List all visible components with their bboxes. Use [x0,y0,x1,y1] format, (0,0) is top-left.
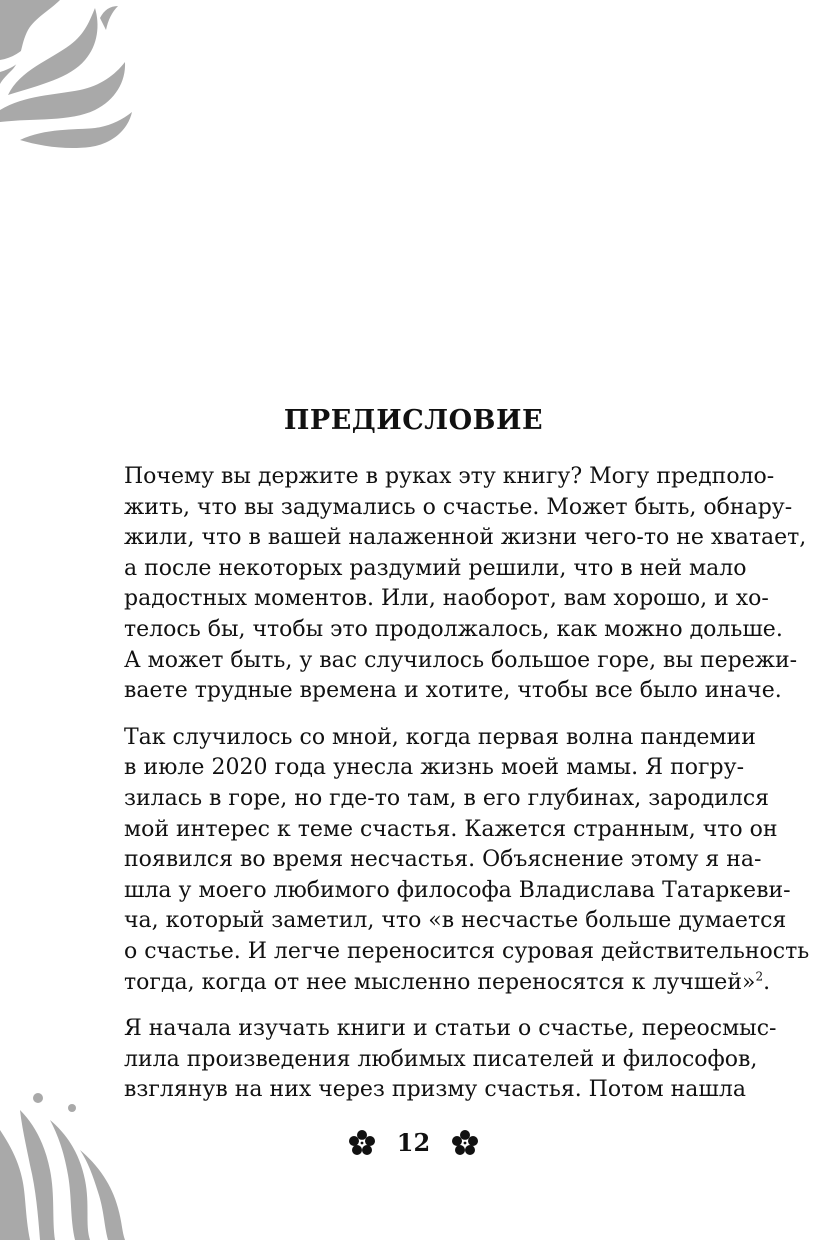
flower-icon [452,1130,478,1156]
text-line: телось бы, чтобы это продолжалось, как можно дольше. [124,616,783,642]
text-line: в июле 2020 года унесла жизнь моей мамы. Я погру- [124,755,744,781]
flower-icon [349,1130,375,1156]
floral-ornament-top-left [0,0,135,150]
text-line: жить, что вы задумались о счастье. Может быть, обнару- [124,494,793,520]
text-line: радостных моментов. Или, наоборот, вам хорошо, и хо- [124,586,769,612]
paragraph [124,723,810,998]
page-number: 12 [396,1128,431,1157]
paragraph [124,462,807,707]
text-line: А может быть, у вас случилось большое горе, вы пережи- [124,647,798,673]
body-text [124,462,810,1122]
text-line-with-footnote: тогда, когда от нее мысленно переносятся к лучшей»$^2$. [124,969,771,995]
text-line: лила произведения любимых писателей и философов, [124,1046,758,1072]
text-line: Я начала изучать книги и статьи о счастье, переосмыс- [124,1016,777,1042]
text-line: взглянув на них через призму счастья. Потом нашла [124,1077,746,1103]
text-line: ча, который заметил, что «в несчастье больше думается [124,908,787,934]
paragraph [124,1014,777,1106]
text-line: шла у моего любимого философа Владислава Татаркеви- [124,877,791,903]
text-line: о счастье. И легче переносится суровая действительность [124,938,810,964]
text-line: тогда, когда от нее мысленно переносятся к лучшей» [124,969,756,995]
text-line: Так случилось со мной, когда первая волна пандемии [124,724,756,750]
text-line: ваете трудные времена и хотите, чтобы все было иначе. [124,678,782,704]
text-line: мой интерес к теме счастья. Кажется странным, что он [124,816,778,842]
text-line: появился во время несчастья. Объяснение этому я на- [124,847,762,873]
page-footer [0,1128,827,1157]
footnote-reference[interactable]: 2 [755,969,764,984]
text-line: Почему вы держите в руках эту книгу? Могу предполо- [124,464,775,489]
text-line: а после некоторых раздумий решили, что в ней мало [124,555,747,581]
text-line: жили, что в вашей налаженной жизни чего-то не хватает, [124,525,807,551]
floral-ornament-bottom-left [0,1090,130,1240]
chapter-title: ПРЕДИСЛОВИЕ [283,405,544,436]
text-line: зилась в горе, но где-то там, в его глубинах, зародился [124,785,770,811]
